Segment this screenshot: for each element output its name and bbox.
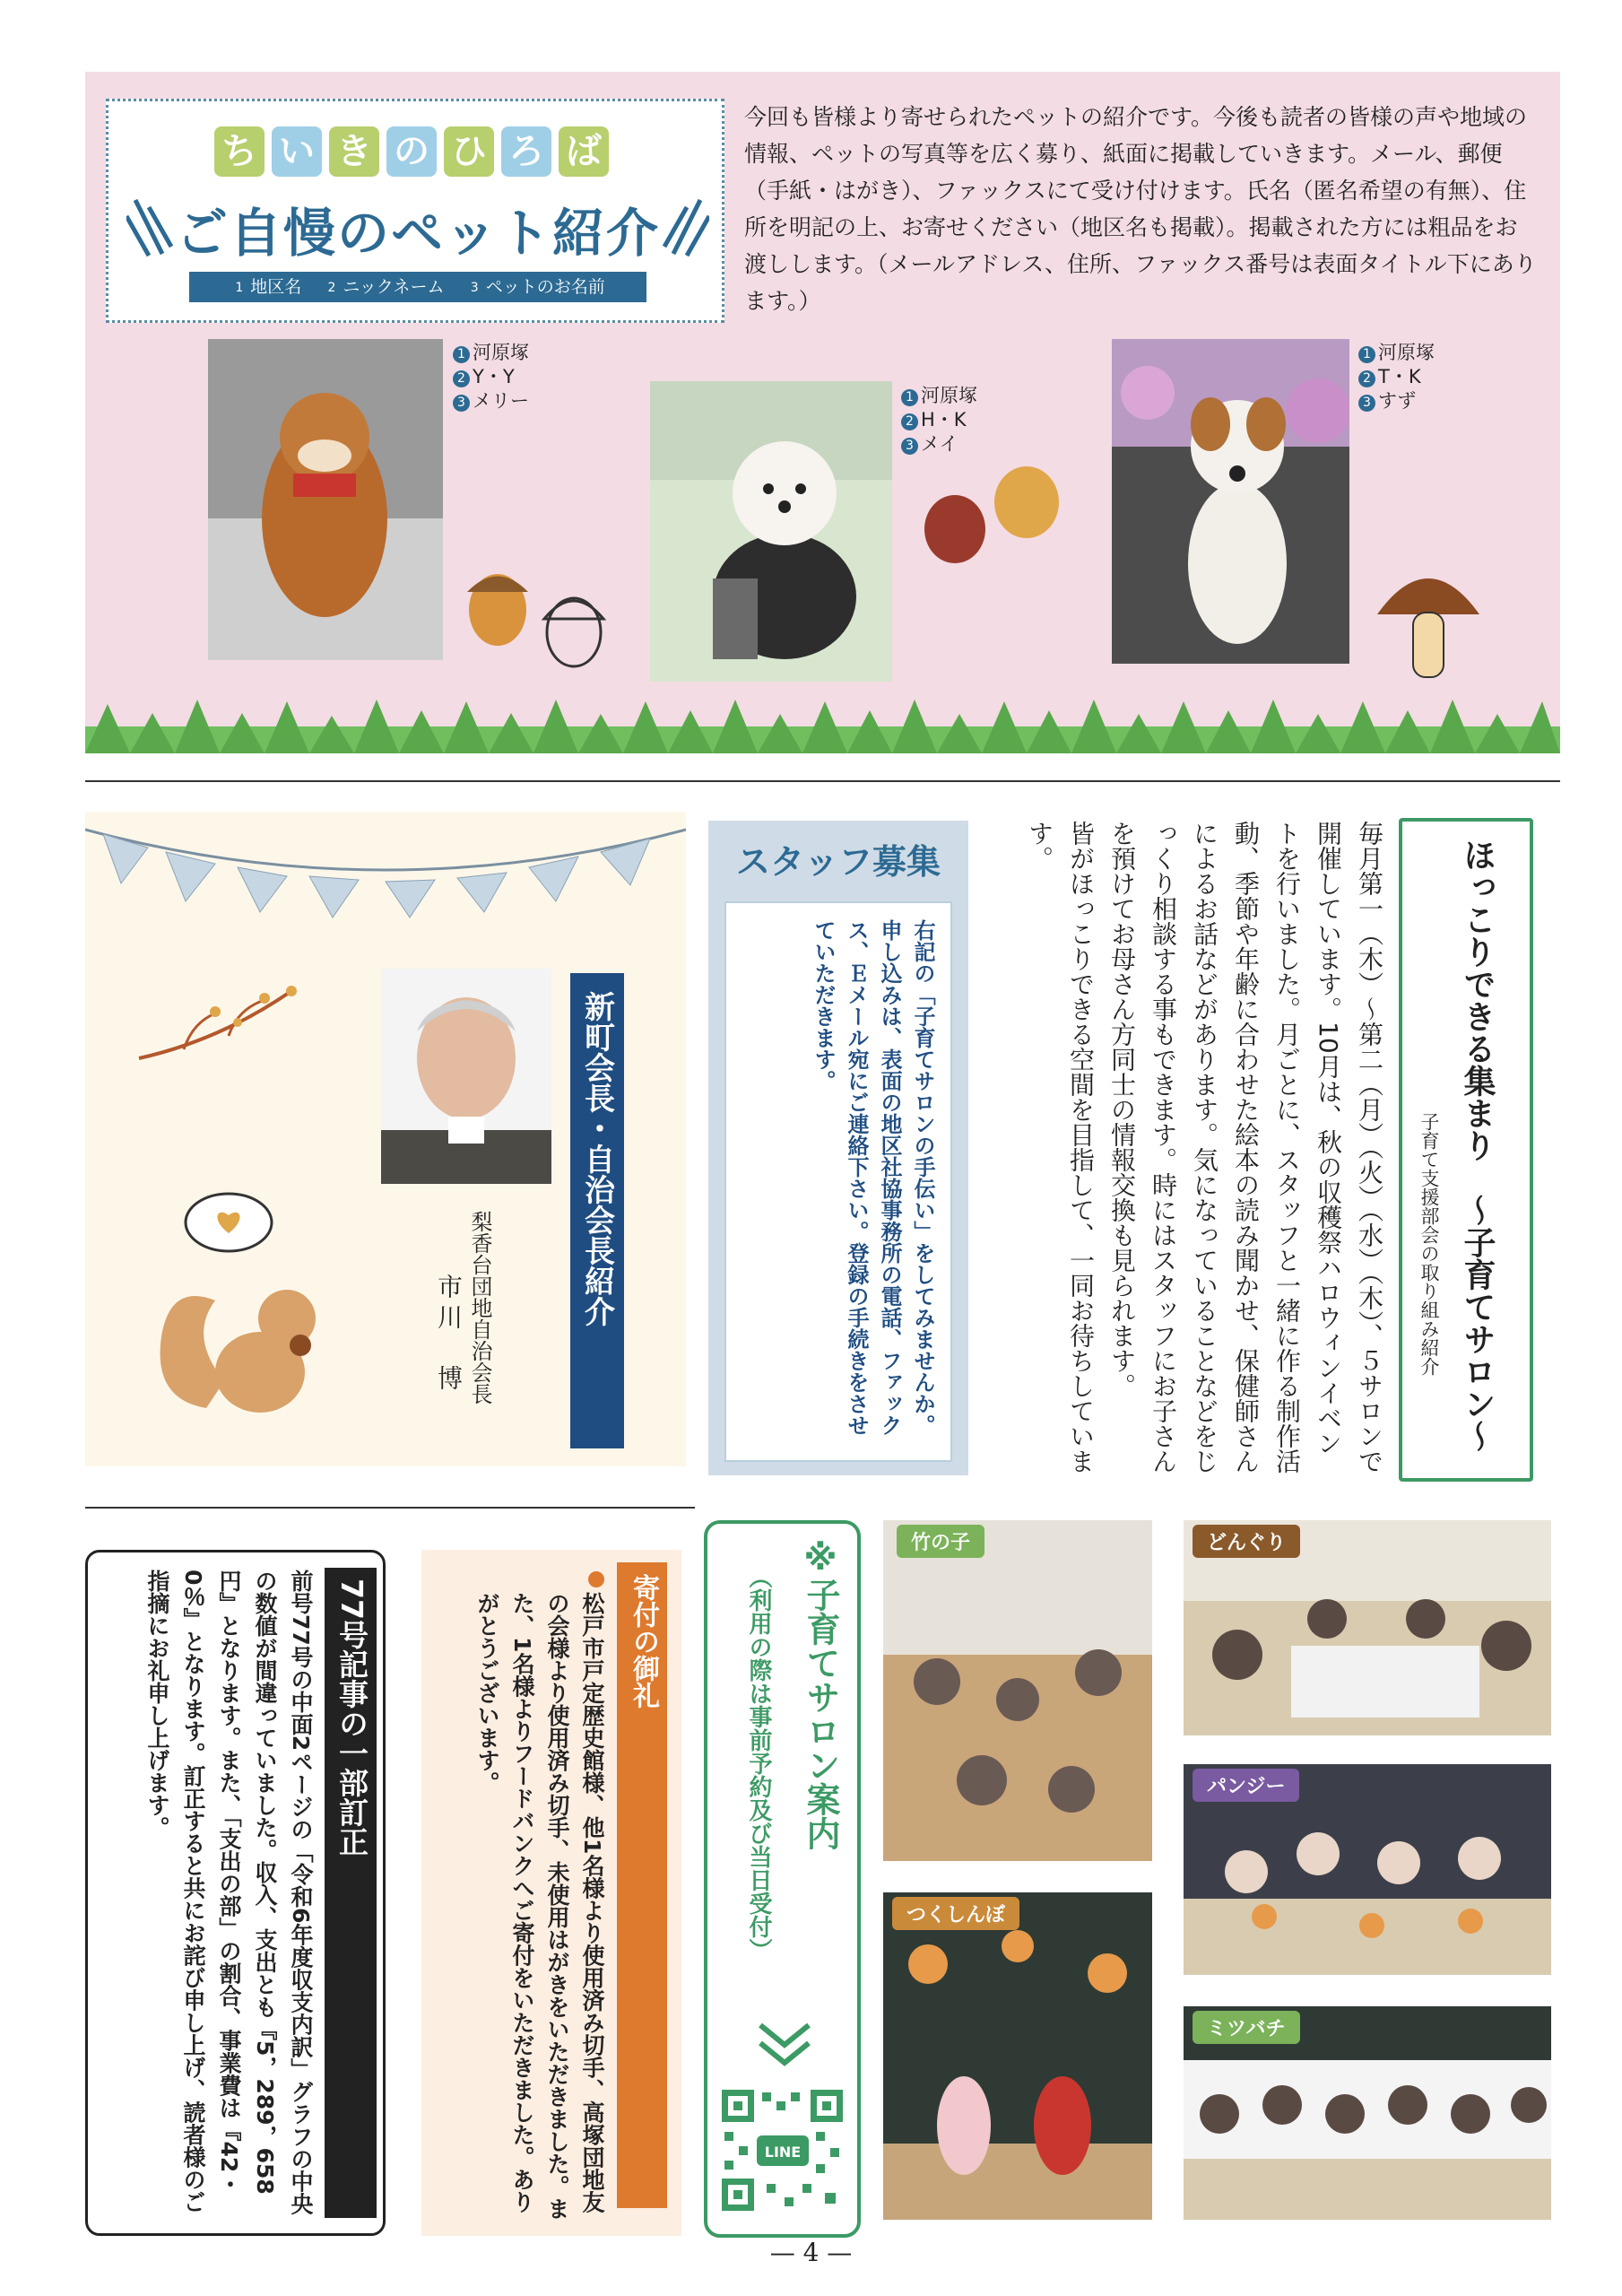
salon-title: ほっこりできる集まり 〜子育てサロン〜 bbox=[1459, 839, 1496, 1452]
legend-petname: ペットのお名前 bbox=[485, 277, 605, 297]
double-chevron-down-icon bbox=[753, 2018, 816, 2072]
mushroom-icon bbox=[1370, 552, 1487, 686]
pet-name: メイ bbox=[921, 433, 958, 455]
pet-photo-shiba bbox=[208, 339, 443, 660]
squirrel-icon bbox=[152, 1265, 332, 1417]
section-divider bbox=[85, 1507, 695, 1509]
berry-branch-icon bbox=[130, 978, 300, 1076]
legend-num: 3 bbox=[466, 280, 483, 297]
salon-subtitle: 子育て支援部会の取り組み紹介 bbox=[1418, 1112, 1440, 1376]
line-qr-code-icon[interactable] bbox=[717, 2085, 847, 2215]
title-hiragana-tile: ち bbox=[214, 126, 265, 177]
chief-org: 梨香台団地自治会長 bbox=[467, 1211, 492, 1405]
pet-name: メリー bbox=[473, 390, 529, 412]
salon-photo-label: どんぐり bbox=[1193, 1525, 1300, 1558]
pet-photo-terrier bbox=[1112, 339, 1349, 664]
page-number: — 4 — bbox=[769, 2238, 853, 2267]
donation-title: 寄付の御礼 bbox=[628, 1574, 659, 1709]
grass-border-icon bbox=[85, 691, 1560, 753]
correction-title: 77号記事の一部訂正 bbox=[325, 1568, 377, 2218]
pet-title-card bbox=[106, 99, 724, 323]
title-hiragana-tile: の bbox=[386, 126, 437, 177]
salon-photo-tsukushinbo bbox=[883, 1892, 1152, 2220]
pet-district: 河原塚 bbox=[473, 342, 529, 363]
title-hiragana-tile: ば bbox=[559, 126, 609, 177]
bullet-dot-icon bbox=[588, 1571, 604, 1587]
pinecone-icon bbox=[919, 457, 1071, 574]
pet-district: 河原塚 bbox=[921, 385, 977, 406]
title-hiragana-tile: き bbox=[329, 126, 379, 177]
legend-num: 2 bbox=[323, 280, 340, 297]
pet-caption-2: 1 河原塚 2 H・K 3 メイ bbox=[901, 384, 977, 457]
pet-caption-legend bbox=[189, 272, 646, 302]
bunting-icon bbox=[85, 812, 686, 919]
pet-section-intro: 今回も皆様より寄せられたペットの紹介です。今後も読者の皆様の声や地域の情報、ペットの写真等を広く募り、紙面に掲載していきます。メール、郵便（手紙・はがき）、ファックスにて受け付けます。氏名（匿名希望の有無）、住所を明記の上、お寄せください（地区名も掲載）。掲載された方には粗品をお渡しします。（メールアドレス、住所、ファックス番号は表面タイトル下にあります。） bbox=[744, 104, 1537, 314]
qr-label: LINE bbox=[764, 2144, 802, 2161]
staff-recruit-title: スタッフ募集 bbox=[735, 842, 941, 882]
chief-intro-tag: 新町会長・自治会長紹介 bbox=[570, 973, 624, 1448]
pet-caption-1: 1 河原塚 2 Y・Y 3 メリー bbox=[453, 341, 529, 413]
pet-section-title: ご自慢のペット紹介 bbox=[175, 203, 660, 264]
pet-name: すず bbox=[1378, 390, 1417, 412]
donation-body: 松戸市戸定歴史館様、他1名様より使用済み切手、高塚団地友の会様より使用済み切手、未使用はがきをいただきました。また、1名様よりフードバンクへご寄付をいただきました。ありがとうございます。 bbox=[474, 1592, 605, 2220]
pet-caption-3: 1 河原塚 2 T・K 3 すず bbox=[1358, 341, 1435, 413]
salon-body bbox=[977, 821, 1390, 1475]
salon-photo-takenoko bbox=[883, 1520, 1152, 1861]
title-hiragana-tile: い bbox=[272, 126, 322, 177]
correction-body: 前号77号の中面2ページの「令和6年度収支内訳」グラフの中央の数値が間違っていました。収入、支出とも『5，289，658円』となります。また、「支出の部」の割合、事業費は『42・0％』となります。訂正すると共にお詫び申し上げ、読者様のご指摘にお礼申し上げます。 bbox=[144, 1570, 314, 2215]
staff-recruit-body: 右記の「子育てサロンの手伝い」をしてみませんか。申し込みは、表面の地区社協事務所の電話、ファックス、Ｅメール宛にご連絡下さい。登録の手続きをさせていただきます。 bbox=[811, 919, 935, 1436]
salon-guide-title: ※子育てサロン案内 bbox=[801, 1538, 840, 1850]
title-hiragana-tile: ひ bbox=[444, 126, 494, 177]
chief-name: 市川 博 bbox=[434, 1274, 464, 1396]
heart-bubble-icon bbox=[179, 1188, 278, 1260]
salon-body-text: 毎月第一（木）〜第二（月）（火）（水）（木）、５サロンで開催しています。10月は、秋の収穫祭ハロウィンイベントを行いました。月ごとに、スタッフと一緒に作る制作活動、季節や年齢に合わせた絵本の読み聞かせ、保健師さんによるお話などがあります。気になっていることなどをじっくり相談する事もできます。時にはスタッフにお子さんを預けてお母さん方同士の情報交換も見られます。 bbox=[1107, 821, 1384, 1474]
salon-photo-label: パンジー bbox=[1193, 1769, 1299, 1802]
pet-nickname: H・K bbox=[921, 409, 967, 430]
pet-photo-white-dog bbox=[650, 381, 892, 682]
salon-photo-label: ミツバチ bbox=[1193, 2011, 1300, 2044]
salon-photo-label: つくしんぼ bbox=[892, 1897, 1019, 1930]
pet-nickname: T・K bbox=[1378, 366, 1421, 387]
legend-nickname: ニックネーム bbox=[343, 277, 445, 297]
pet-nickname: Y・Y bbox=[473, 366, 515, 387]
salon-photo-label: 竹の子 bbox=[897, 1525, 984, 1558]
salon-closing-text: 皆がほっこりできる空間を目指して、一同お待ちしています。 bbox=[1025, 821, 1096, 1474]
chief-portrait-photo bbox=[381, 969, 551, 1184]
title-hiragana-tile: ろ bbox=[501, 126, 551, 177]
legend-num: 1 bbox=[230, 280, 247, 297]
legend-district: 地区名 bbox=[250, 277, 302, 297]
section-divider bbox=[85, 780, 1560, 782]
salon-guide-note: （利用の際は事前予約及び当日受付） bbox=[745, 1565, 772, 1961]
pet-district: 河原塚 bbox=[1378, 342, 1435, 363]
acorn-icon bbox=[462, 543, 619, 686]
